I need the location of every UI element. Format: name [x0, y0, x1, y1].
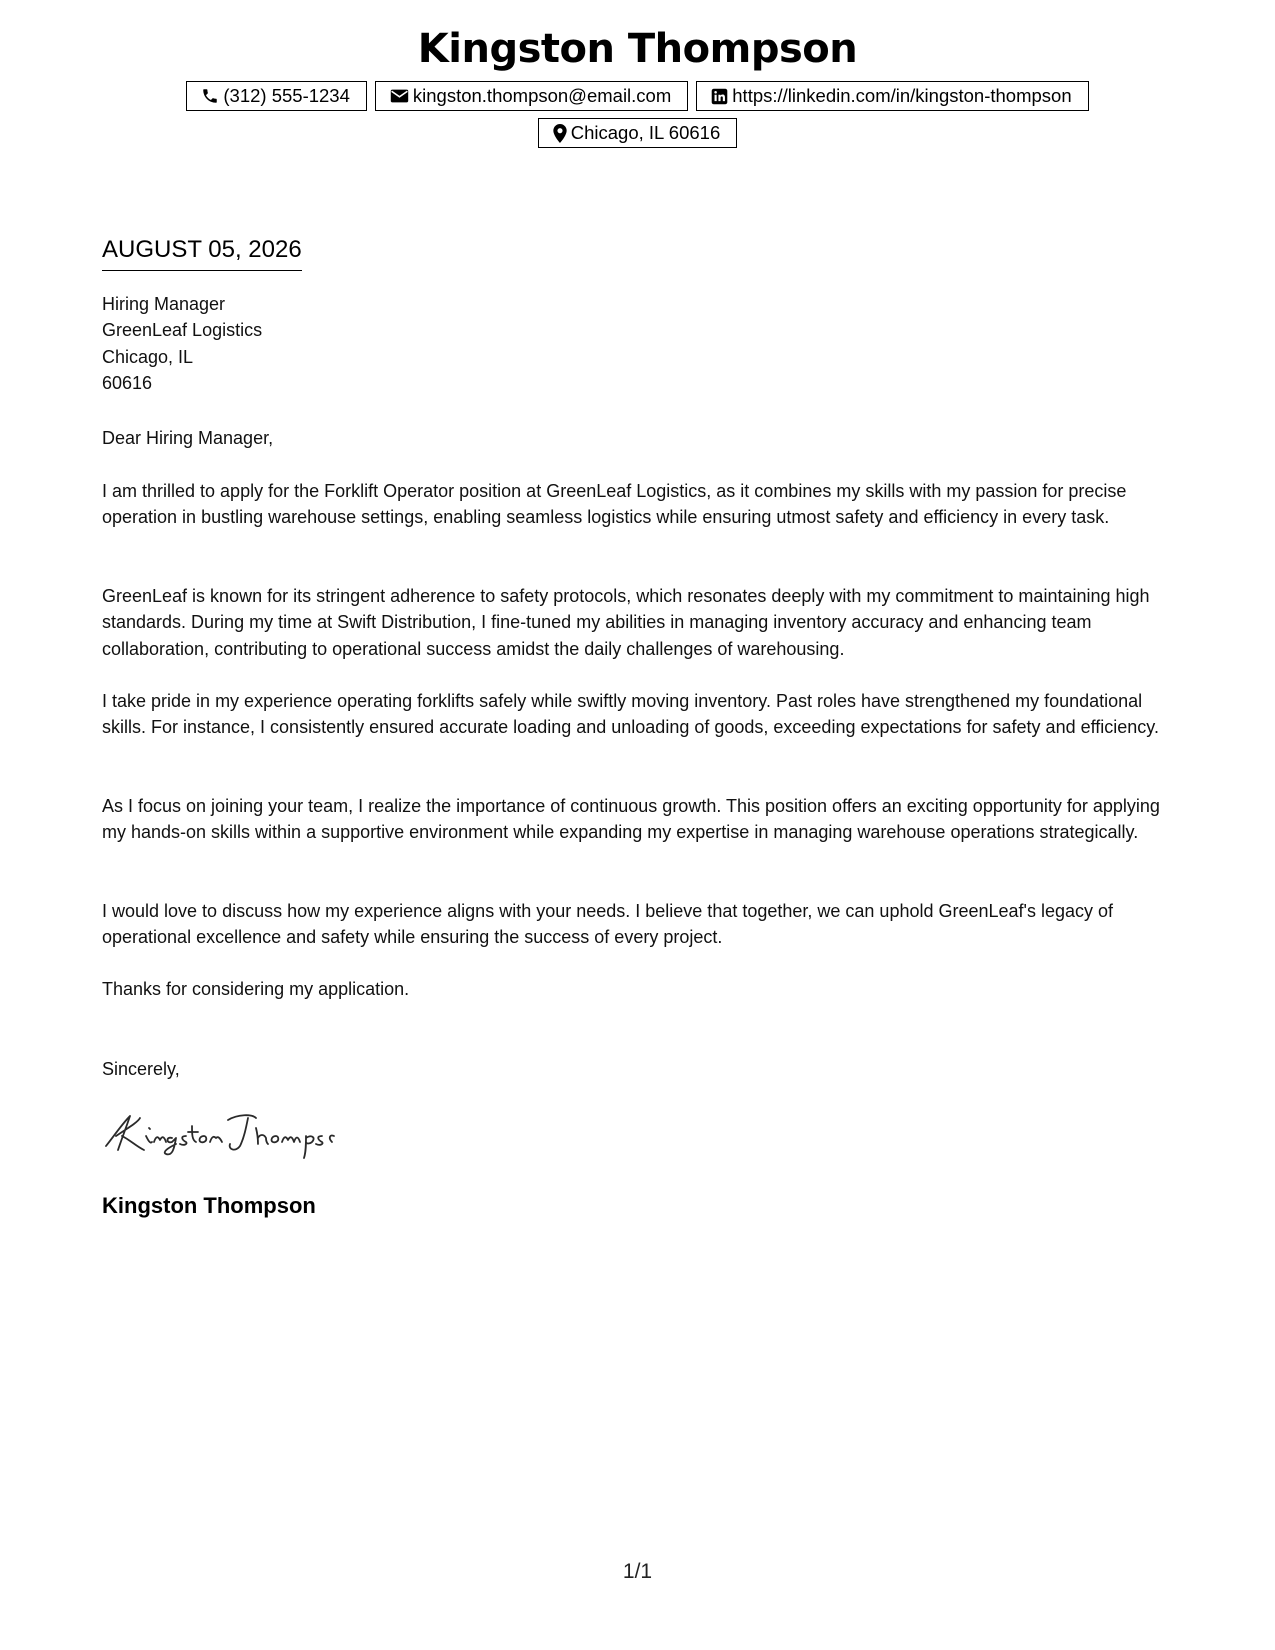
page-indicator: 1/1 — [622, 1560, 653, 1583]
phone-icon — [201, 87, 219, 105]
phone-chip — [186, 81, 367, 111]
email-chip — [375, 81, 688, 111]
envelope-icon — [390, 88, 409, 104]
contact-row — [0, 118, 1275, 148]
location-text: Chicago, IL 60616 — [570, 122, 721, 143]
linkedin-chip — [696, 81, 1088, 111]
linkedin-icon — [711, 88, 728, 105]
recipient-zip: 60616 — [102, 372, 153, 393]
recipient-title: Hiring Manager — [102, 294, 226, 314]
thanks-line: Thanks for considering my application. — [102, 979, 410, 999]
closing: Sincerely, — [102, 1059, 180, 1079]
body-paragraph: As I focus on joining your team, I realize the importance of continuous growth. This position offers an exciting opportunity for applying my hands-on skills within a supportive environment while expanding my expertise in managing warehouse operations strategically. — [102, 796, 1160, 843]
letter-date: AUGUST 05, 2026 — [102, 235, 302, 271]
linkedin-url: https://linkedin.com/in/kingston-thompson — [732, 85, 1072, 106]
signed-name: Kingston Thompson — [102, 1193, 316, 1218]
applicant-name: Kingston Thompson — [417, 26, 858, 72]
contact-row — [0, 81, 1275, 111]
location-chip — [538, 118, 737, 148]
handwritten-signature — [100, 1106, 362, 1162]
body-paragraph: I am thrilled to apply for the Forklift Operator position at GreenLeaf Logistics, as it combines my skills with my passion for precise operation in bustling warehouse settings, enabling seamless logistics while ensuring utmost safety and efficiency in every task. — [102, 481, 1127, 528]
recipient-block — [102, 291, 1182, 396]
body-paragraph: I take pride in my experience operating forklifts safely while swiftly moving inventory. Past roles have strengthened my foundational skills. For instance, I consistently ensured accurate loading and unloading of goods, exceeding expectations for safety and efficiency. — [102, 691, 1159, 738]
body-paragraph: I would love to discuss how my experience aligns with your needs. I believe that together, we can uphold GreenLeaf's legacy of operational excellence and safety while ensuring the success of every project. — [102, 901, 1114, 948]
recipient-city-state: Chicago, IL — [102, 346, 194, 367]
phone-number: (312) 555-1234 — [223, 85, 350, 106]
recipient-company: GreenLeaf Logistics — [102, 320, 263, 341]
map-marker-icon — [553, 124, 567, 143]
salutation: Dear Hiring Manager, — [102, 428, 274, 448]
email-address: kingston.thompson@email.com — [412, 85, 672, 106]
body-paragraph: GreenLeaf is known for its stringent adherence to safety protocols, which resonates deeply with my commitment to maintaining high standards. During my time at Swift Distribution, I fine-tuned my abilities in managing inventory accuracy and enhancing team collaboration, contributing to operational success amidst the daily challenges of warehousing. — [102, 586, 1150, 659]
